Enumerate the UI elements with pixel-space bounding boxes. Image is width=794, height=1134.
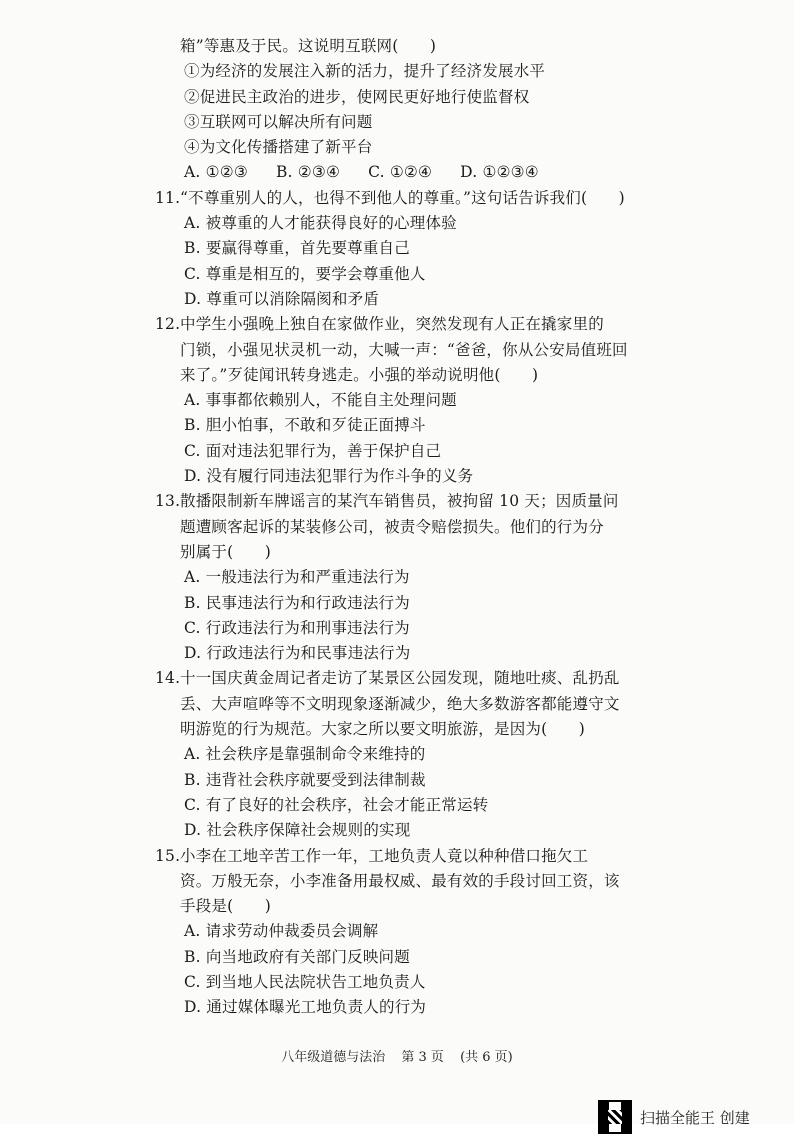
q10-option-c: C. ①②④ xyxy=(368,163,433,182)
q11-option-b: B. 要赢得尊重，首先要尊重自己 xyxy=(184,239,410,258)
q14-stem-text-1: 十一国庆黄金周记者走访了某景区公园发现，随地吐痰、乱扔乱 xyxy=(180,669,620,688)
q13-option-c: C. 行政违法行为和刑事违法行为 xyxy=(184,618,410,637)
q11-option-a: A. 被尊重的人才能获得良好的心理体验 xyxy=(184,214,457,233)
q10-option-a: A. ①②③ xyxy=(184,163,248,182)
q13-stem-1 xyxy=(155,489,660,514)
q15-option-a: A. 请求劳动仲裁委员会调解 xyxy=(184,922,379,941)
q12-option-d: D. 没有履行同违法犯罪行为作斗争的义务 xyxy=(184,467,474,486)
q10-statement-2: ②促进民主政治的进步，使网民更好地行使监督权 xyxy=(184,87,530,106)
q13-option-d: D. 行政违法行为和民事违法行为 xyxy=(184,644,411,663)
q13-stem-2: 题遭顾客起诉的某装修公司，被责令赔偿损失。他们的行为分 xyxy=(180,517,604,536)
q15-stem-1 xyxy=(155,844,660,869)
q10-statement-4: ④为文化传播搭建了新平台 xyxy=(184,138,373,157)
q11-option-c: C. 尊重是相互的，要学会尊重他人 xyxy=(184,264,426,283)
q11-option-d: D. 尊重可以消除隔阂和矛盾 xyxy=(184,289,380,308)
q11-stem xyxy=(155,186,660,211)
q14-stem-1 xyxy=(155,666,660,691)
q15-stem-3: 手段是( ) xyxy=(180,897,271,916)
qr-code-icon xyxy=(598,1100,632,1134)
q15-stem-text-1: 小李在工地辛苦工作一年，工地负责人竟以种种借口拖欠工 xyxy=(180,846,589,865)
q10-statement-1: ①为经济的发展注入新的活力，提升了经济发展水平 xyxy=(184,62,546,81)
footer-subject: 八年级道德与法治 xyxy=(281,1050,386,1065)
q15-option-b: B. 向当地政府有关部门反映问题 xyxy=(184,947,410,966)
q14-option-c: C. 有了良好的社会秩序，社会才能正常运转 xyxy=(184,795,489,814)
q14-option-d: D. 社会秩序保障社会规则的实现 xyxy=(184,821,411,840)
q14-stem-3: 明游览的行为规范。大家之所以要文明旅游，是因为( ) xyxy=(180,720,585,739)
q10-option-b: B. ②③④ xyxy=(275,163,341,182)
q12-stem-3: 来了。”歹徒闻讯转身逃走。小强的举动说明他( ) xyxy=(180,365,539,384)
q10-option-d: D. ①②③④ xyxy=(460,163,539,182)
q15-option-d: D. 通过媒体曝光工地负责人的行为 xyxy=(184,998,427,1017)
q10-options xyxy=(180,160,660,185)
footer-page-number: 第 3 页 xyxy=(401,1050,444,1065)
q12-stem-text-1: 中学生小强晚上独自在家做作业，突然发现有人正在撬家里的 xyxy=(180,315,604,334)
q12-option-c: C. 面对违法犯罪行为，善于保护自己 xyxy=(184,441,442,460)
q10-statement-3: ③互联网可以解决所有问题 xyxy=(184,112,373,131)
q11-stem-text: “不尊重别人的人，也得不到他人的尊重。”这句话告诉我们( ) xyxy=(180,188,625,207)
q10-stem: 箱”等惠及于民。这说明互联网( ) xyxy=(180,37,437,55)
q13-option-b: B. 民事违法行为和行政违法行为 xyxy=(184,593,410,612)
q12-option-b: B. 胆小怕事，不敢和歹徒正面搏斗 xyxy=(184,416,426,435)
q14-stem-2: 丢、大声喧哗等不文明现象逐渐减少，绝大多数游客都能遵守文 xyxy=(180,694,620,713)
q13-stem-text-1: 散播限制新车牌谣言的某汽车销售员，被拘留 10 天；因质量问 xyxy=(180,492,619,511)
q12-stem-2: 门锁，小强见状灵机一动，大喊一声：“爸爸，你从公安局值班回 xyxy=(180,340,628,359)
q12-number: 12. xyxy=(155,315,181,334)
q15-option-c: C. 到当地人民法院状告工地负责人 xyxy=(184,972,426,991)
q13-stem-3: 别属于( ) xyxy=(180,542,271,561)
watermark-text: 扫描全能王 创建 xyxy=(640,1108,750,1127)
q11-number: 11. xyxy=(155,188,181,207)
q15-number: 15. xyxy=(155,846,181,865)
question-content xyxy=(155,34,660,1021)
q14-option-b: B. 违背社会秩序就要受到法律制裁 xyxy=(184,770,426,789)
scanner-watermark xyxy=(598,1100,750,1134)
page-footer xyxy=(0,1046,794,1065)
q13-number: 13. xyxy=(155,492,181,511)
footer-total-pages: (共 6 页) xyxy=(460,1050,513,1065)
q12-stem-1 xyxy=(155,312,660,337)
q14-number: 14. xyxy=(155,669,181,688)
q13-option-a: A. 一般违法行为和严重违法行为 xyxy=(184,568,410,587)
q14-option-a: A. 社会秩序是靠强制命令来维持的 xyxy=(184,745,426,764)
q15-stem-2: 资。万般无奈，小李准备用最权威、最有效的手段讨回工资，该 xyxy=(180,871,620,890)
q12-option-a: A. 事事都依赖别人，不能自主处理问题 xyxy=(184,391,457,410)
